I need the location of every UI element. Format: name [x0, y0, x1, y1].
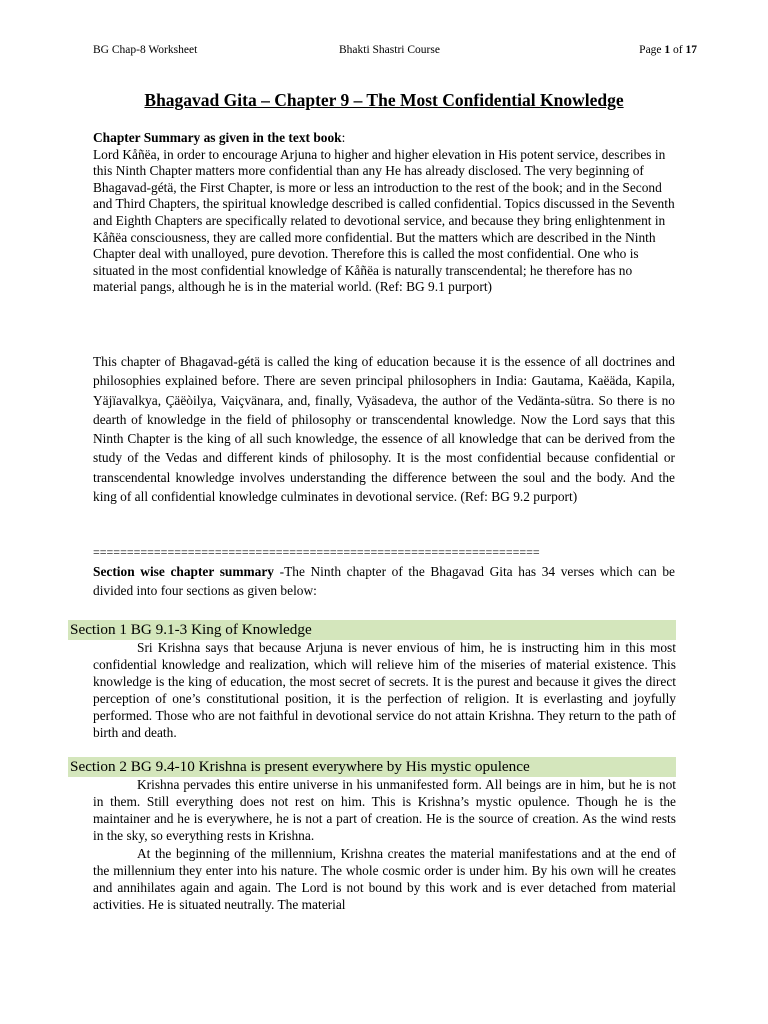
section-2-paragraph-1-text: Krishna pervades this entire universe in his unmanifested form. All beings are in him, but he is not in them. Still everything does not rest on him. This is Krishna’s mystic opulence. Though he is the maintainer and he is everywhere, he is not a part of creation. He is the source of creation. As the wind rests in the sky, so everything rests in Krishna. [93, 777, 676, 843]
section-2-paragraph-2-text: At the beginning of the millennium, Krishna creates the material manifestations and at the end of the millennium they enter into his nature. The whole cosmic order is under him. By his own will he creates and annihilates again and again. The Lord is not bound by this work and is ever detached from material activities. He is situated neutrally. The material [93, 846, 676, 912]
page-title: Bhagavad Gita – Chapter 9 – The Most Confidential Knowledge [144, 90, 624, 110]
chapter-summary-heading [93, 130, 675, 147]
page-num: 1 [664, 44, 671, 56]
summary-heading-text: Chapter Summary as given in the text book [93, 130, 342, 145]
section-2-paragraph-2 [93, 845, 676, 913]
section-1-paragraph-text: Sri Krishna says that because Arjuna is never envious of him, he is instructing him in this most confidential knowledge and realization, which will relieve him of the miseries of material existence. This knowledge is the king of education, the most secret of secrets. It is the purest and because it gives the direct perception of one’s constitutional position, it is the perfection of religion. It is everlasting and joyfully performed. Those who are not faithful in devotional service do not attain Krishna. They return to the path of birth and death. [93, 640, 676, 740]
summary-heading-colon: : [341, 130, 346, 145]
section-2-paragraph-1 [93, 776, 676, 844]
section-wise-summary [93, 562, 675, 601]
section-1-paragraph [93, 639, 676, 741]
summary-paragraph-1: Lord Kåñëa, in order to encourage Arjuna to higher and higher elevation in His potent service, describes in this Ninth Chapter matters more confidential than any He has already disclosed. The very beginning of Bhagavad-gétä, the First Chapter, is more or less an introduction to the rest of the book; and in the Second and Third Chapters, the spiritual knowledge described is called confidential. Topics discussed in the Seventh and Eighth Chapters are specifically related to devotional service, and because they bring enlightenment in Kåñëa consciousness, they are called more confidential. But the matters which are described in the Ninth Chapter deal with unalloyed, pure devotion. Therefore this is called the most confidential. One who is situated in the most confidential knowledge of Kåñëa is naturally transcendental; he therefore has no material pangs, although he is in the material world. (Ref: BG 9.1 purport) [93, 146, 675, 295]
page-of: of [673, 44, 683, 56]
page-prefix: Page [639, 44, 662, 56]
summary-paragraph-2: This chapter of Bhagavad-gétä is called the king of education because it is the essence of all doctrines and philosophies explained before. There are seven principal philosophers in India: Gautama, Kaëäda, Kapila, Yäjïavalkya, Çäëòilya, Vaiçvänara, and, finally, Vyäsadeva, the author of the Vedänta-sütra. So there is no dearth of knowledge in the field of philosophy or transcendental knowledge. Now the Lord says that this Ninth Chapter is the king of all such knowledge, the essence of all knowledge that can be derived from the study of the Vedas and different kinds of philosophy. It is the most confidential because confidential or transcendental knowledge involves understanding the difference between the soul and the body. And the king of all confidential knowledge culminates in devotional service. (Ref: BG 9.2 purport) [93, 354, 675, 505]
section-wise-heading: Section wise chapter summary [93, 564, 274, 579]
chapter-summary [93, 130, 675, 296]
section-1-heading: Section 1 BG 9.1-3 King of Knowledge [68, 620, 676, 640]
page-total: 17 [685, 44, 697, 56]
page-header [93, 42, 697, 58]
section-2-heading: Section 2 BG 9.4-10 Krishna is present everywhere by His mystic opulence [68, 757, 676, 777]
separator-line: ================================================================== [93, 546, 540, 558]
section-wise-text: -The Ninth chapter of the Bhagavad Gita has 34 verses which can be divided into four sections as given below: [93, 564, 675, 599]
header-worksheet-name: BG Chap-8 Worksheet [93, 44, 198, 56]
header-course-name: Bhakti Shastri Course [339, 44, 440, 56]
header-page-number [639, 42, 697, 58]
